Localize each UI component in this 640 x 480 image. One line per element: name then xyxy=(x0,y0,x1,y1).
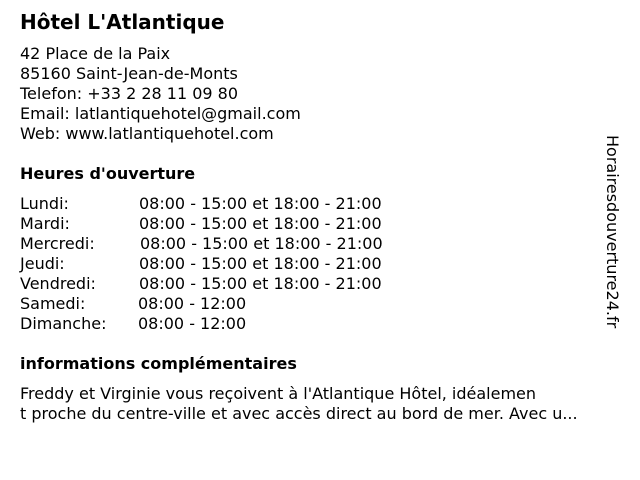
email-address: Email: latlantiquehotel@gmail.com xyxy=(20,104,301,123)
site-watermark: Horairesdouverture24.fr xyxy=(603,135,622,329)
day-label: Samedi: xyxy=(20,294,86,313)
day-hours: 08:00 - 15:00 et 18:00 - 21:00 xyxy=(140,234,383,253)
day-hours: 08:00 - 12:00 xyxy=(138,314,247,333)
day-hours: 08:00 - 15:00 et 18:00 - 21:00 xyxy=(139,194,382,213)
description-line-1: Freddy et Virginie vous reçoivent à l'Atlantique Hôtel, idéalemen xyxy=(20,384,537,403)
day-label: Vendredi: xyxy=(20,274,96,293)
hotel-name: Hôtel L'Atlantique xyxy=(20,10,225,34)
address-line-1: 42 Place de la Paix xyxy=(20,44,171,63)
address-line-2: 85160 Saint-Jean-de-Monts xyxy=(20,64,238,83)
opening-hours-heading: Heures d'ouverture xyxy=(20,164,196,183)
day-hours: 08:00 - 15:00 et 18:00 - 21:00 xyxy=(139,254,382,273)
day-hours: 08:00 - 15:00 et 18:00 - 21:00 xyxy=(139,274,382,293)
additional-info-heading: informations complémentaires xyxy=(20,354,297,373)
day-label: Dimanche: xyxy=(20,314,107,333)
phone-number: Telefon: +33 2 28 11 09 80 xyxy=(20,84,239,103)
website: Web: www.latlantiquehotel.com xyxy=(20,124,274,143)
contact-block xyxy=(20,44,301,144)
day-label: Lundi: xyxy=(20,194,69,213)
day-hours: 08:00 - 12:00 xyxy=(138,294,247,313)
day-label: Mardi: xyxy=(20,214,70,233)
day-hours: 08:00 - 15:00 et 18:00 - 21:00 xyxy=(139,214,382,233)
day-label: Jeudi: xyxy=(20,254,65,273)
hotel-description xyxy=(20,384,632,424)
day-label: Mercredi: xyxy=(20,234,95,253)
description-line-2: t proche du centre-ville et avec accès direct au bord de mer. Avec u... xyxy=(20,404,578,423)
